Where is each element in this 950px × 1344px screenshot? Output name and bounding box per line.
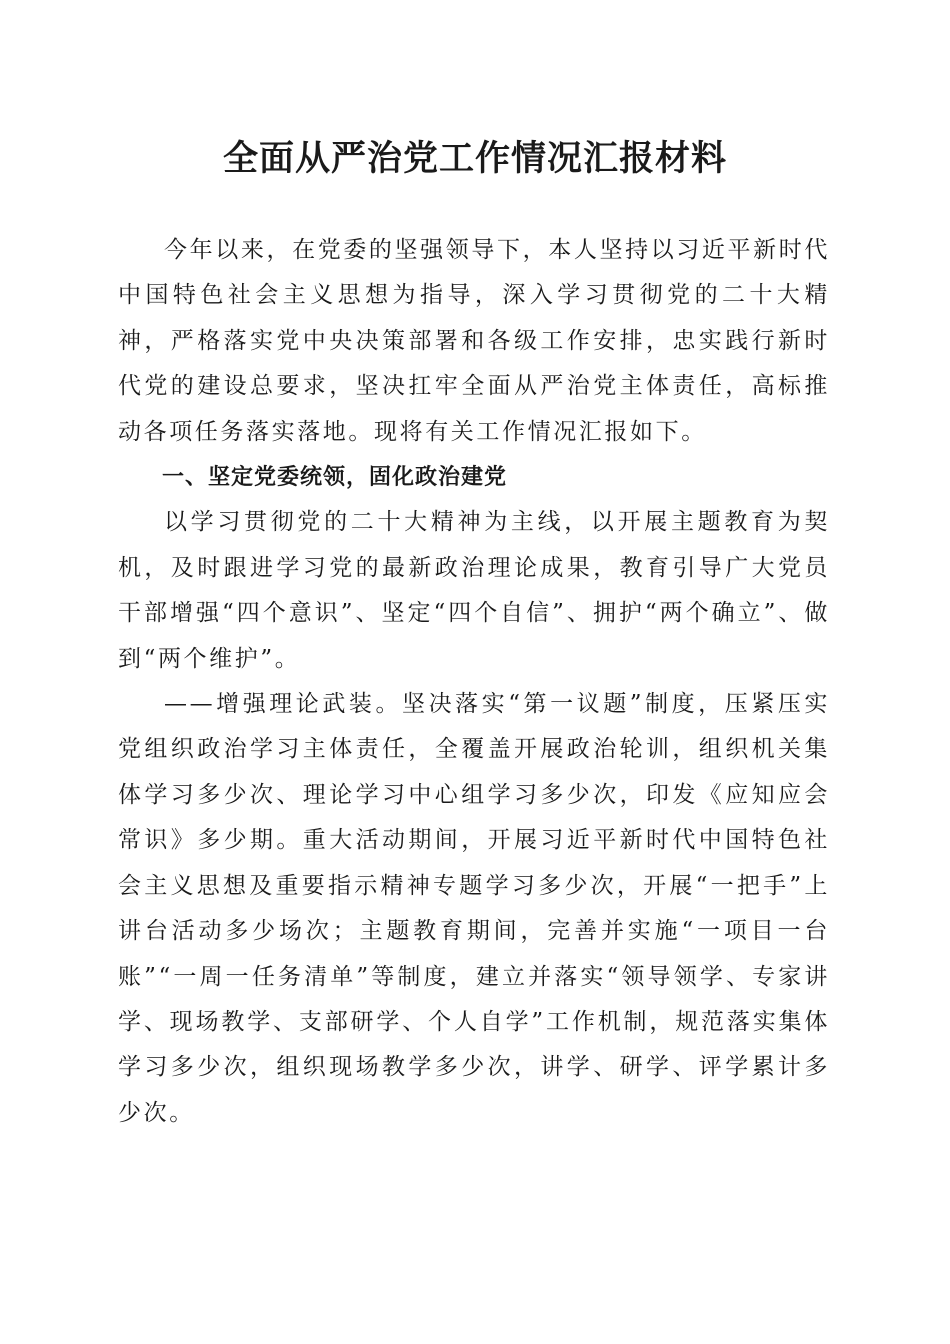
section-1-paragraph: 以学习贯彻党的二十大精神为主线，以开展主题教育为契机，及时跟进学习党的最新政治理论成果，教育引导广大党员干部增强“四个意识”、坚定“四个自信”、拥护“两个确立”、做到“两个维护”。 [118,509,830,672]
document-body [118,228,830,1136]
section-heading-1: 一、坚定党委统领，固化政治建党 [162,465,508,491]
theory-study-paragraph: ——增强理论武装。坚决落实“第一议题”制度，压紧压实党组织政治学习主体责任，全覆盖开展政治轮训，组织机关集体学习多少次、理论学习中心组学习多少次，印发《应知应会常识》多少期。重大活动期间，开展习近平新时代中国特色社会主义思想及重要指示精神专题学习多少次，开展“一把手”上讲台活动多少场次；主题教育期间，完善并实施“一项目一台账”“一周一任务清单”等制度，建立并落实“领导领学、专家讲学、现场教学、支部研学、个人自学”工作机制，规范落实集体学习多少次，组织现场教学多少次，讲学、研学、评学累计多少次。 [118,691,830,1126]
document-title: 全面从严治党工作情况汇报材料 [222,138,727,179]
intro-paragraph: 今年以来，在党委的坚强领导下，本人坚持以习近平新时代中国特色社会主义思想为指导，深入学习贯彻党的二十大精神，严格落实党中央决策部署和各级工作安排，忠实践行新时代党的建设总要求，坚决扛牢全面从严治党主体责任，高标推动各项任务落实落地。现将有关工作情况汇报如下。 [118,237,830,445]
